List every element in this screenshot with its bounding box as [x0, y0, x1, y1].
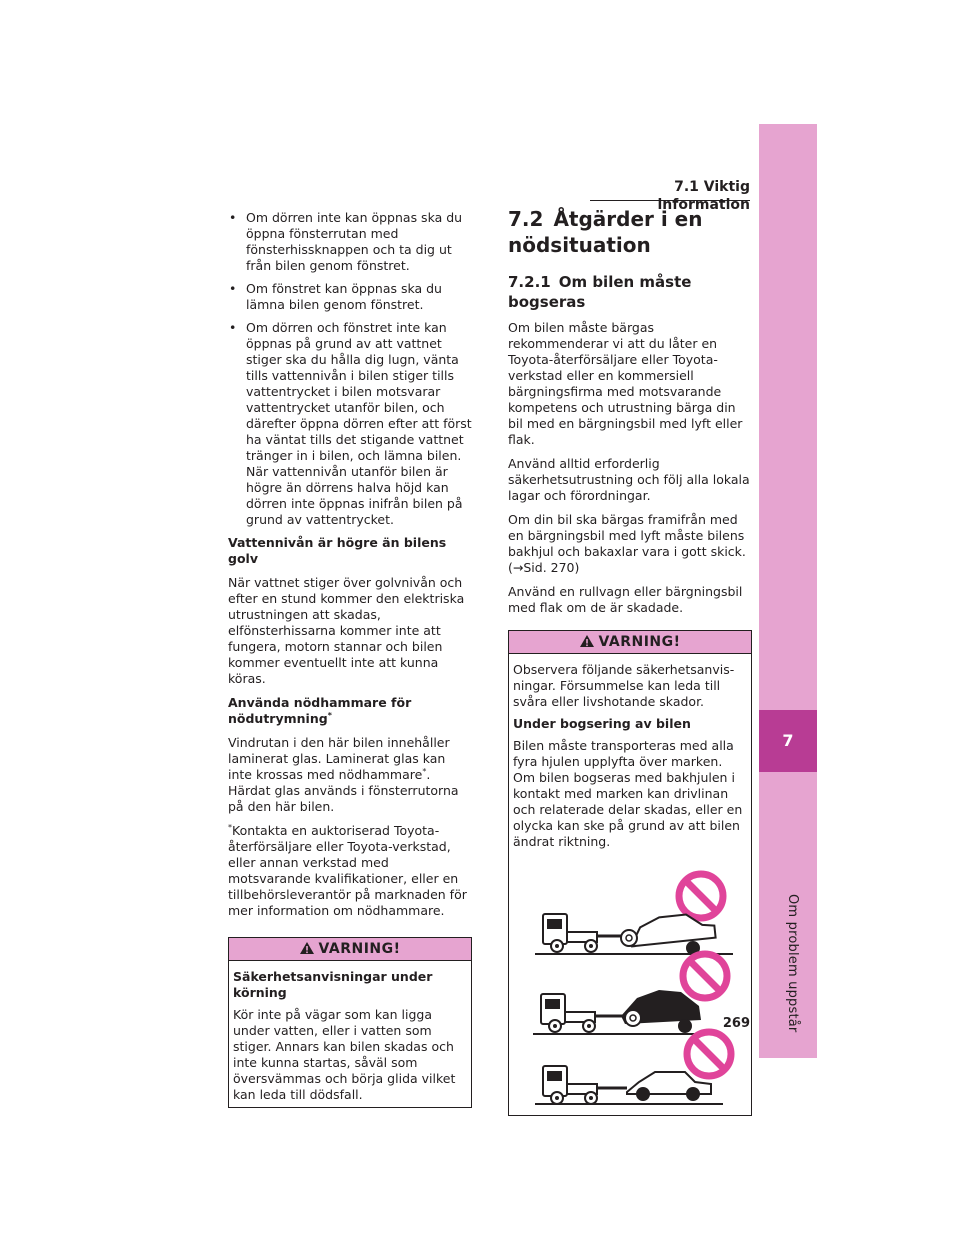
towing-paragraph-3: Om din bil ska bärgas framifrån med en bärgningsbil med lyft måste bilens bakhjul och bakaxlar vara i gott skick. (→Sid. 270) [508, 512, 746, 575]
water-text: När vattnet stiger över golvnivån och efter en stund kommer den elektriska utrustningen att skadas, elfönsterhissarna kommer inte att fungera, motorn stannar och bilen kommer eventuellt inte att kunna köras. [228, 575, 465, 686]
driving-warning-box [228, 937, 472, 1108]
chapter-side-tab [759, 124, 817, 1058]
towing-paragraph-1: Om bilen måste bärgas rekommenderar vi att du låter en Toyota-återförsäljare eller Toyota-verkstad eller en kommersiell bärgningsfirma med motsvarande kompetens och utrustning bärga din bil med en bärgningsbil med lyft eller flak. [508, 320, 743, 447]
page-number: 269 [722, 1016, 750, 1031]
warning-header: VARNING! [509, 631, 751, 654]
prohibited-icon [683, 954, 727, 998]
list-item: • Om dörren och fönstret inte kan öppnas på grund av att vattnet stiger ska du hålla dig lugn, vänta tills vattennivån i bilen stiger tills vattentrycket i bilen motsvarar vattentrycket utanför bilen, och därefter öppna dörren efter att först ha väntat tills det stigande vattnet tränger in i bilen, och lämna bilen. När vattennivån utanför bilen är högre än dörrens halva höjd kan dörren inte öppnas inifrån bilen på grund av vattentrycket. [228, 320, 472, 528]
list-item: • Om fönstret kan öppnas ska du lämna bilen genom fönstret. [228, 281, 472, 313]
towing-warning-box [508, 630, 752, 1116]
chapter-label: Om problem uppstår [785, 894, 800, 1033]
list-item: • Om dörren inte kan öppnas ska du öppna fönsterrutan med fönsterhissknappen och ta dig ut från bilen genom fönstret. [228, 210, 472, 274]
subsection-title: 7.2.1 Om bilen måste bogseras [508, 273, 692, 311]
warning-header: VARNING! [229, 938, 471, 961]
towing-paragraph-4: Använd en rullvagn eller bärgningsbil med flak om de är skadade. [508, 584, 743, 615]
footnote: *Kontakta en auktoriserad Toyota-återförsäljare eller Toyota-verkstad, eller annan verkstad med motsvarande kvalifikationer, eller en tillbehörsleverantör på marknaden för mer information om nödhammare. [228, 822, 467, 918]
warning-text: Bilen måste transporteras med alla fyra hjulen upplyfta över marken. Om bilen bogseras med bakhjulen i kontakt med marken kan drivlinan och relaterade delar skadas, eller en olycka kan ske på grund av att bilen ändrat riktning. [513, 738, 743, 849]
right-column [508, 206, 752, 1116]
chapter-number: 7 [759, 710, 817, 772]
towing-illustration [513, 856, 747, 1111]
warning-triangle-icon [579, 634, 595, 648]
warning-heading: Säkerhetsanvisningar under körning [233, 969, 433, 1000]
prohibited-icon [687, 1032, 731, 1076]
warning-body [229, 961, 471, 1107]
left-column [228, 210, 472, 1108]
hammer-heading: Använda nödhammare för nödutrymning* [228, 695, 412, 726]
page-header: 7.1 Viktig information [590, 178, 750, 201]
water-heading: Vattennivån är högre än bilens golv [228, 535, 447, 566]
towing-paragraph-2: Använd alltid erforderlig säkerhetsutrustning och följ alla lokala lagar och förordningar. [508, 456, 750, 503]
escape-bullets [228, 210, 472, 528]
prohibited-icon [679, 874, 723, 918]
tow-truck-icon [513, 856, 749, 1111]
warning-text: Kör inte på vägar som kan ligga under vatten, eller i vatten som stiger. Annars kan bilen skadas och inte kunna startas, såväl som översvämmas och börja glida vilket kan leda till dödsfall. [233, 1007, 456, 1102]
hammer-text: Vindrutan i den här bilen innehåller laminerat glas. Laminerat glas kan inte krossas med nödhammare*. Härdat glas används i fönsterrutorna på den här bilen. [228, 735, 459, 814]
warning-heading: Under bogsering av bilen [513, 716, 691, 731]
warning-intro: Observera följande säkerhetsanvis-ningar. Försummelse kan leda till svåra eller livshotande skador. [513, 662, 735, 709]
section-title: 7.2 Åtgärder i en nödsituation [508, 207, 703, 257]
warning-triangle-icon [299, 941, 315, 955]
warning-body [509, 654, 751, 1115]
